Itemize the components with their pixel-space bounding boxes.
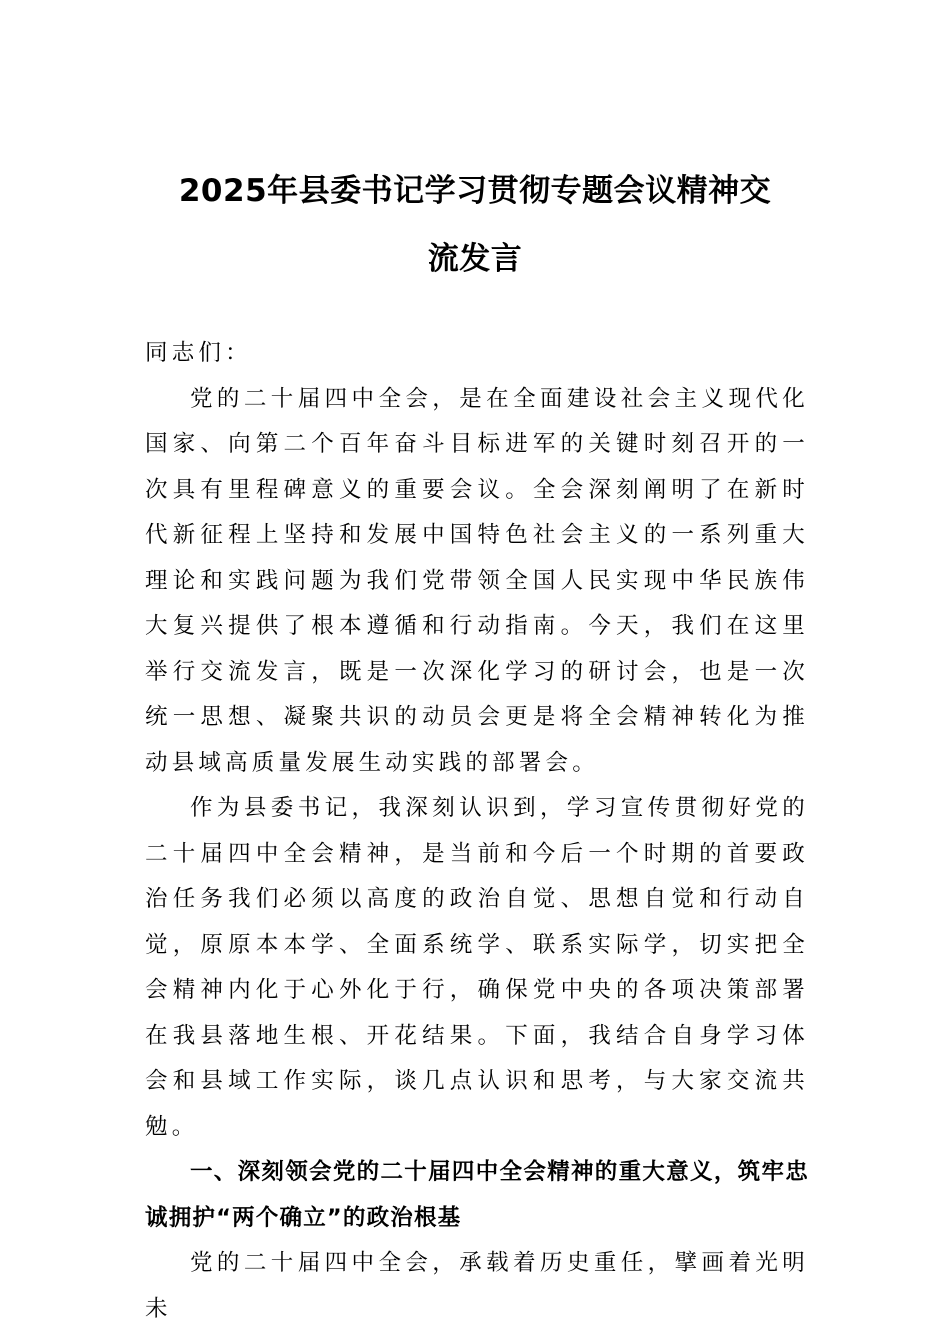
paragraph-3: 党的二十届四中全会，承载着历史重任，擘画着光明未 <box>145 1250 809 1322</box>
paragraph-1: 党的二十届四中全会，是在全面建设社会主义现代化国家、向第二个百年奋斗目标进军的关键时刻召开的一次具有里程碑意义的重要会议。全会深刻阐明了在新时代新征程上坚持和发展中国特色社会主义的一系列重大理论和实践问题为我们党带领全国人民实现中华民族伟大复兴提供了根本遵循和行动指南。今天，我们在这里举行交流发言，既是一次深化学习的研讨会，也是一次统一思想、凝聚共识的动员会更是将全会精神转化为推动县域高质量发展生动实践的部署会。 <box>145 385 809 776</box>
title-line-1: 2025年县委书记学习贯彻专题会议精神交 <box>178 173 772 209</box>
title-line-2: 流发言 <box>427 241 523 277</box>
paragraph-2: 作为县委书记，我深刻认识到，学习宣传贯彻好党的二十届四中全会精神，是当前和今后一个时期的首要政治任务我们必须以高度的政治自觉、思想自觉和行动自觉，原原本本学、全面系统学、联系实际学，切实把全会精神内化于心外化于行，确保党中央的各项决策部署在我县落地生根、开花结果。下面，我结合自身学习体会和县域工作实际，谈几点认识和思考，与大家交流共勉。 <box>145 795 809 1140</box>
section-heading-1: 一、深刻领会党的二十届四中全会精神的重大意义，筑牢忠诚拥护“两个确立”的政治根基 <box>145 1159 809 1231</box>
salutation: 同志们： <box>145 340 252 366</box>
document-body <box>145 331 809 1332</box>
document-title <box>140 157 810 293</box>
